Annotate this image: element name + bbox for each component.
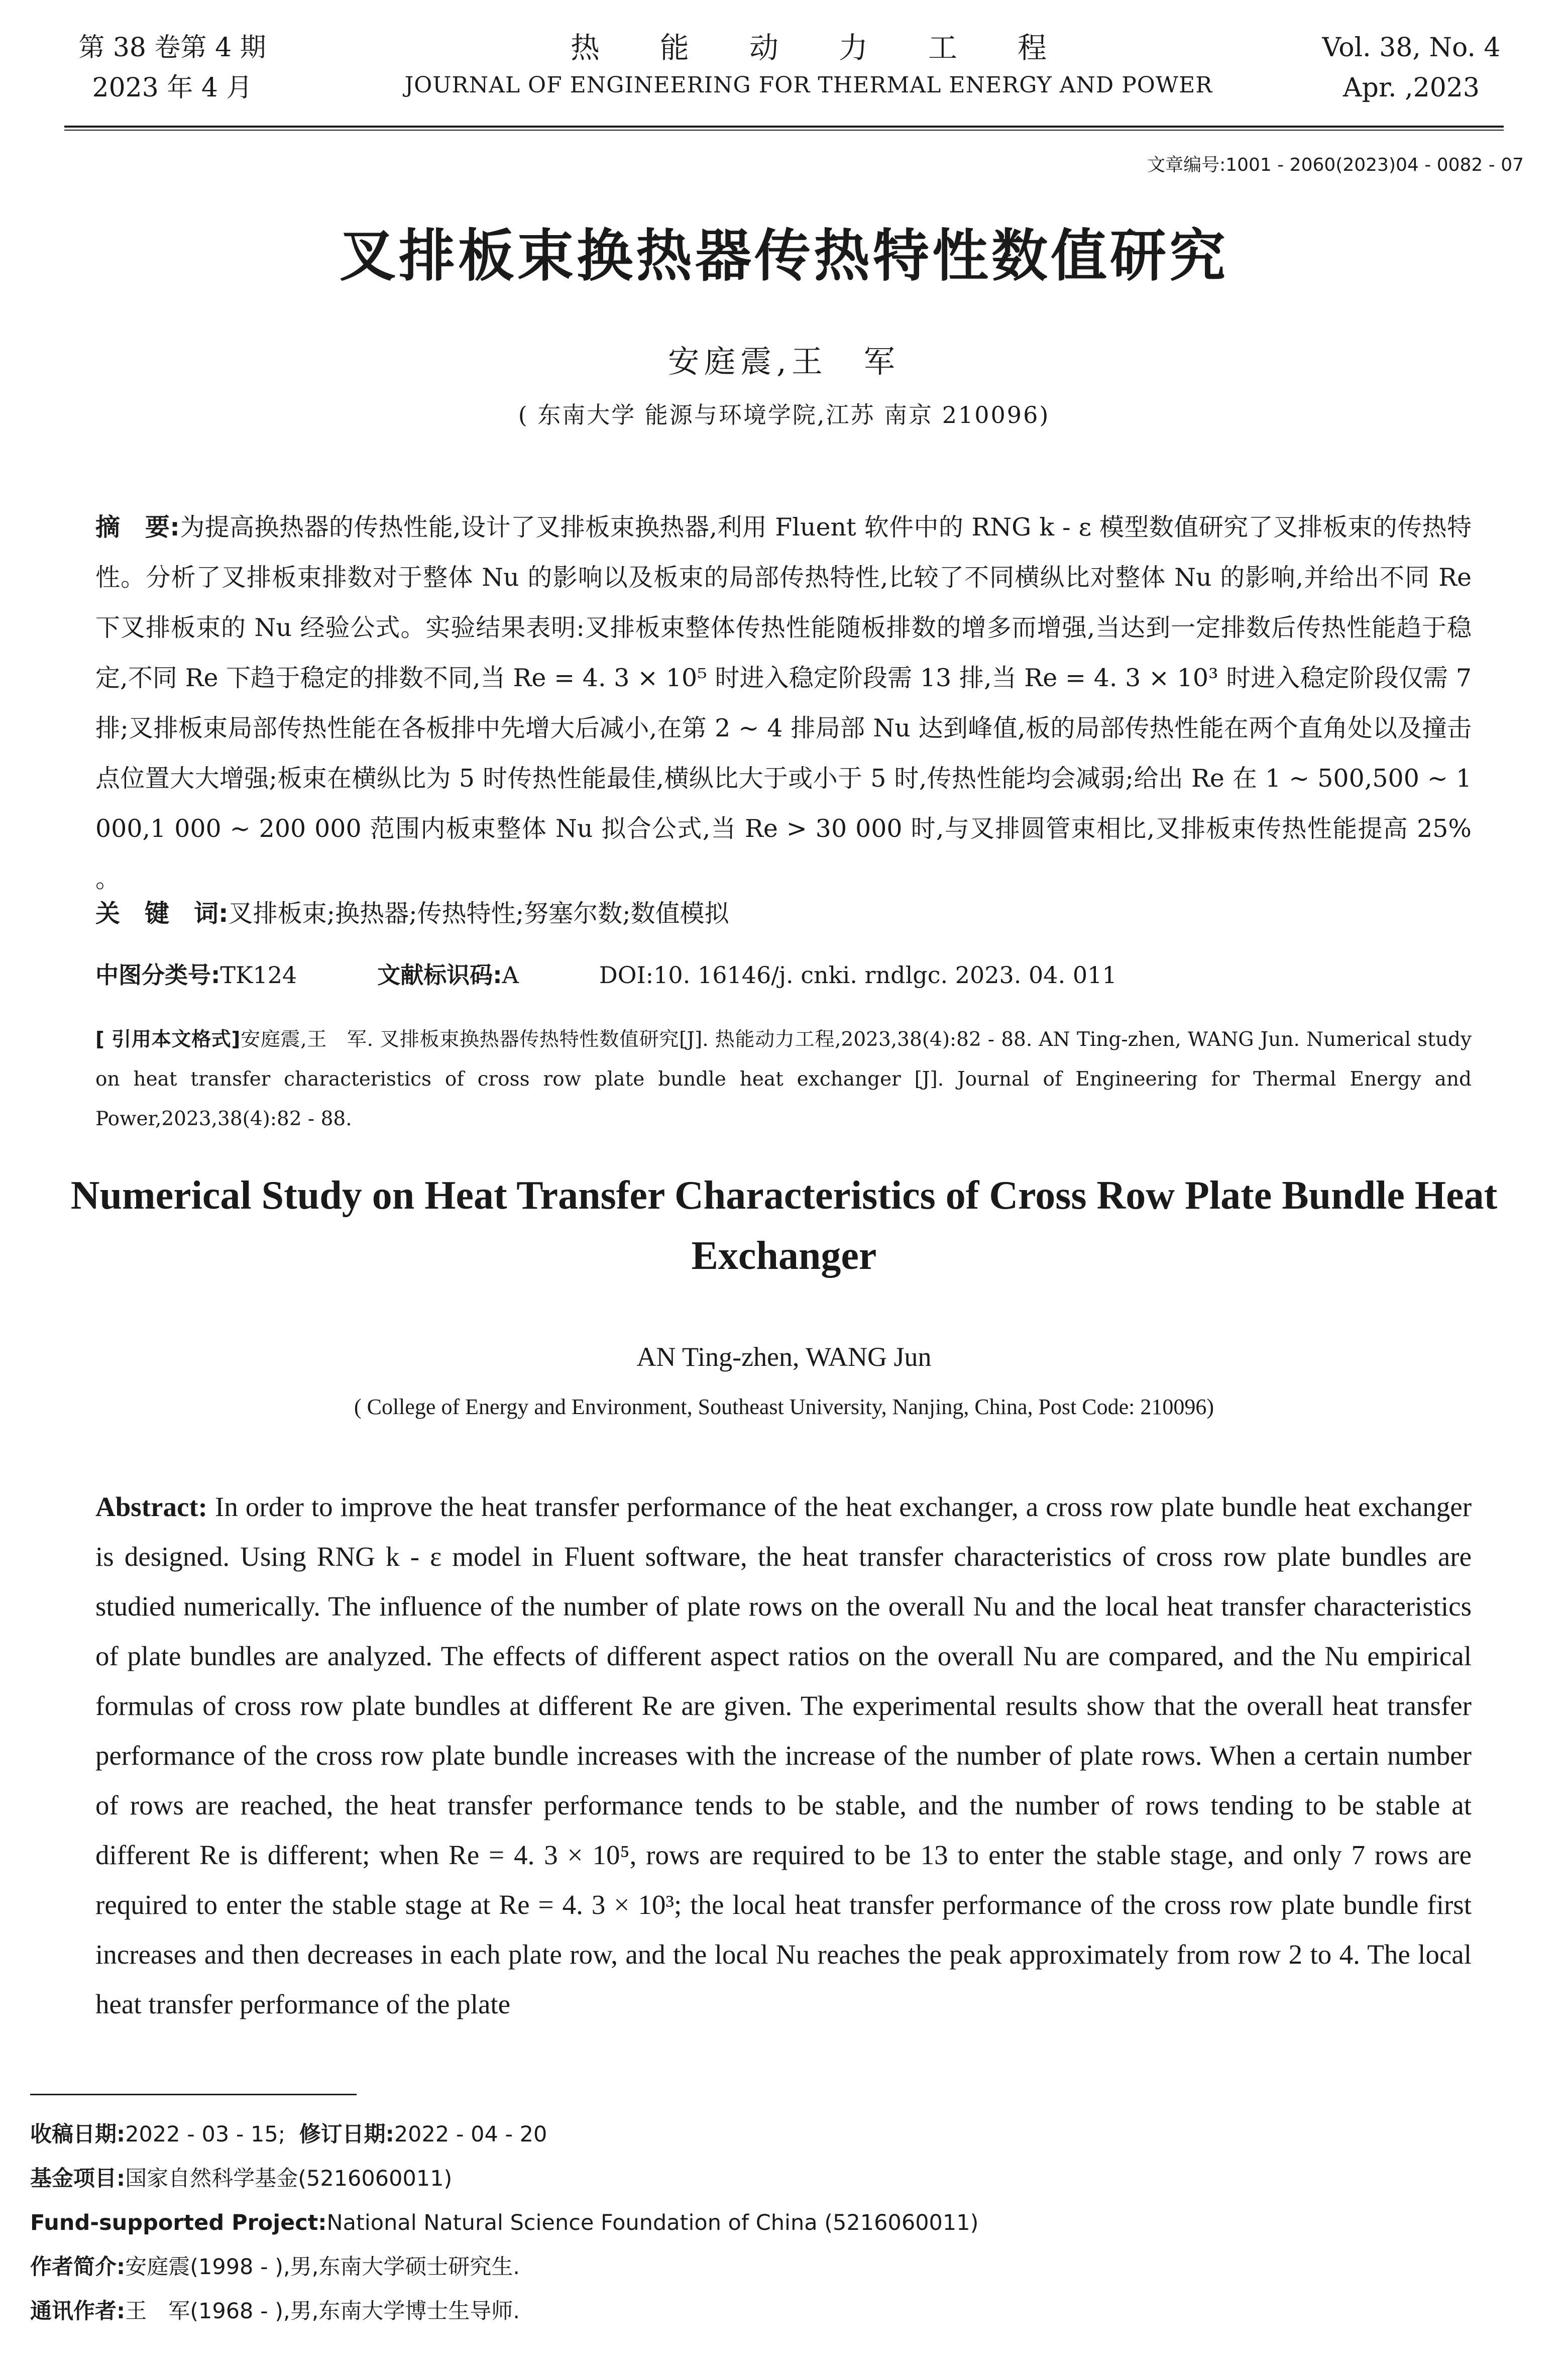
abstract-cn-label: 摘 要:: [95, 513, 180, 542]
author-bio-label: 作者简介:: [30, 2255, 126, 2280]
abstract-en-text: In order to improve the heat transfer performance of the heat exchanger, a cross row plate bundle heat exchanger is designed. Using RNG k - ε model in Fluent software, the heat transfer characteristics of cross row plate bundles are studied numerically. The influence of the number of plate rows on the overall Nu and the local heat transfer characteristics of plate bundles are analyzed. The effects of different aspect ratios on the overall Nu are compared, and the Nu empirical formulas of cross row plate bundles at different Re are given. The experimental results show that the overall heat transfer performance of the cross row plate bundle increases with the increase of the number of plate rows. When a certain number of rows are reached, the heat transfer performance tends to be stable, and the number of rows tending to be stable at different Re is different; when Re = 4. 3 × 10⁵, rows are required to be 13 to enter the stable stage, and only 7 rows are required to enter the stable stage at Re = 4. 3 × 10³; the local heat transfer performance of the cross row plate bundle first increases and then decreases in each plate row, and the local Nu reaches the peak approximately from row 2 to 4. The local heat transfer performance of the plate: [95, 1491, 1472, 2019]
corresponding-author-text: 王 军(1968 - ),男,东南大学博士生导师.: [125, 2299, 520, 2324]
citation-format: [95, 1020, 1472, 1139]
footnote-rule: [30, 2094, 357, 2095]
journal-name-en: JOURNAL OF ENGINEERING FOR THERMAL ENERGY AND POWER: [404, 72, 1213, 98]
classification-line: [95, 957, 1472, 990]
authors-en: AN Ting-zhen, WANG Jun: [636, 1342, 932, 1372]
abstract-en: [95, 1482, 1472, 2029]
corresponding-author-label: 通讯作者:: [30, 2299, 126, 2324]
revised-label: 修订日期:: [299, 2122, 394, 2147]
affiliation-en: ( College of Energy and Environment, Southeast University, Nanjing, China, Post Code: 210096): [354, 1394, 1214, 1419]
issue-number-cn: 第 38 卷第 4 期: [78, 33, 266, 63]
fund-cn-label: 基金项目:: [30, 2166, 126, 2191]
dates-line: [30, 2112, 978, 2157]
abstract-en-label: Abstract:: [95, 1491, 207, 1522]
clc-value: TK124: [220, 961, 297, 989]
doi: DOI:10. 16146/j. cnki. rndlgc. 2023. 04. 011: [599, 961, 1117, 989]
corresponding-author-line: [30, 2289, 978, 2333]
keywords-cn-text: 叉排板束;换热器;传热特性;努塞尔数;数值模拟: [228, 899, 729, 928]
citation-label: [ 引用本文格式]: [95, 1028, 241, 1051]
title-cn: 叉排板束换热器传热特性数值研究: [340, 224, 1228, 289]
author-bio-text: 安庭震(1998 - ),男,东南大学硕士研究生.: [125, 2255, 520, 2280]
fund-en-text: National Natural Science Foundation of China (5216060011): [326, 2210, 979, 2235]
affiliation-cn: ( 东南大学 能源与环境学院,江苏 南京 210096): [518, 401, 1050, 428]
date-en: Apr. ,2023: [1343, 73, 1480, 103]
abstract-cn-text: 为提高换热器的传热性能,设计了叉排板束换热器,利用 Fluent 软件中的 RNG k - ε 模型数值研究了叉排板束的传热特性。分析了叉排板束排数对于整体 Nu 的影响以及板束的局部传热特性,比较了不同横纵比对整体 Nu 的影响,并给出不同 Re 下叉排板束的 Nu 经验公式。实验结果表明:叉排板束整体传热性能随板排数的增多而增强,当达到一定排数后传热性能趋于稳定,不同 Re 下趋于稳定的排数不同,当 Re = 4. 3 × 10⁵ 时进入稳定阶段需 13 排,当 Re = 4. 3 × 10³ 时进入稳定阶段仅需 7 排;叉排板束局部传热性能在各板排中先增大后减小,在第 2 ~ 4 排局部 Nu 达到峰值,板的局部传热性能在两个直角处以及撞击点位置大大增强;板束在横纵比为 5 时传热性能最佳,横纵比大于或小于 5 时,传热性能均会减弱;给出 Re 在 1 ~ 500,500 ~ 1 000,1 000 ~ 200 000 范围内板束整体 Nu 拟合公式,当 Re > 30 000 时,与叉排圆管束相比,叉排板束传热性能提高 25% 。: [95, 513, 1472, 893]
volume-en: Vol. 38, No. 4: [1322, 33, 1501, 63]
fund-cn-text: 国家自然科学基金(5216060011): [125, 2166, 453, 2191]
journal-name: [382, 28, 1236, 103]
citation-text: 安庭震,王 军. 叉排板束换热器传热特性数值研究[J]. 热能动力工程,2023,38(4):82 - 88. AN Ting-zhen, WANG Jun. Numerical study on heat transfer characteristics of cross row plate bundle heat exchanger [J]. Journal of Engineering for Thermal Energy and Power,2023,38(4):82 - 88.: [95, 1028, 1472, 1130]
fund-en-label: Fund-supported Project:: [30, 2210, 327, 2235]
header-rule-thick: [64, 126, 1504, 128]
footnotes: [30, 2112, 978, 2333]
received-label: 收稿日期:: [30, 2122, 126, 2147]
fund-en-line: [30, 2201, 978, 2245]
header-rule-thin: [64, 130, 1504, 131]
issue-info-en: [1306, 28, 1517, 108]
journal-name-cn: 热能动力工程: [570, 31, 1107, 65]
doc-code-label: 文献标识码:: [377, 961, 502, 989]
received-date: 2022 - 03 - 15;: [125, 2122, 286, 2147]
issue-date-cn: 2023 年 4 月: [92, 73, 253, 103]
authors-cn: 安庭震,王 军: [668, 343, 900, 380]
fund-cn-line: [30, 2157, 978, 2201]
issue-info-cn: [64, 28, 280, 108]
abstract-cn: [95, 502, 1472, 904]
revised-date: 2022 - 04 - 20: [394, 2122, 547, 2147]
keywords-cn-label: 关 键 词:: [95, 899, 229, 928]
author-bio-line: [30, 2245, 978, 2289]
article-number: 文章编号:1001 - 2060(2023)04 - 0082 - 07: [1147, 155, 1524, 175]
keywords-cn: [95, 894, 1472, 929]
clc-label: 中图分类号:: [95, 961, 220, 989]
doc-code-value: A: [502, 961, 519, 989]
title-en: Numerical Study on Heat Transfer Characteristics of Cross Row Plate Bundle Heat Exchanger: [70, 1173, 1498, 1278]
